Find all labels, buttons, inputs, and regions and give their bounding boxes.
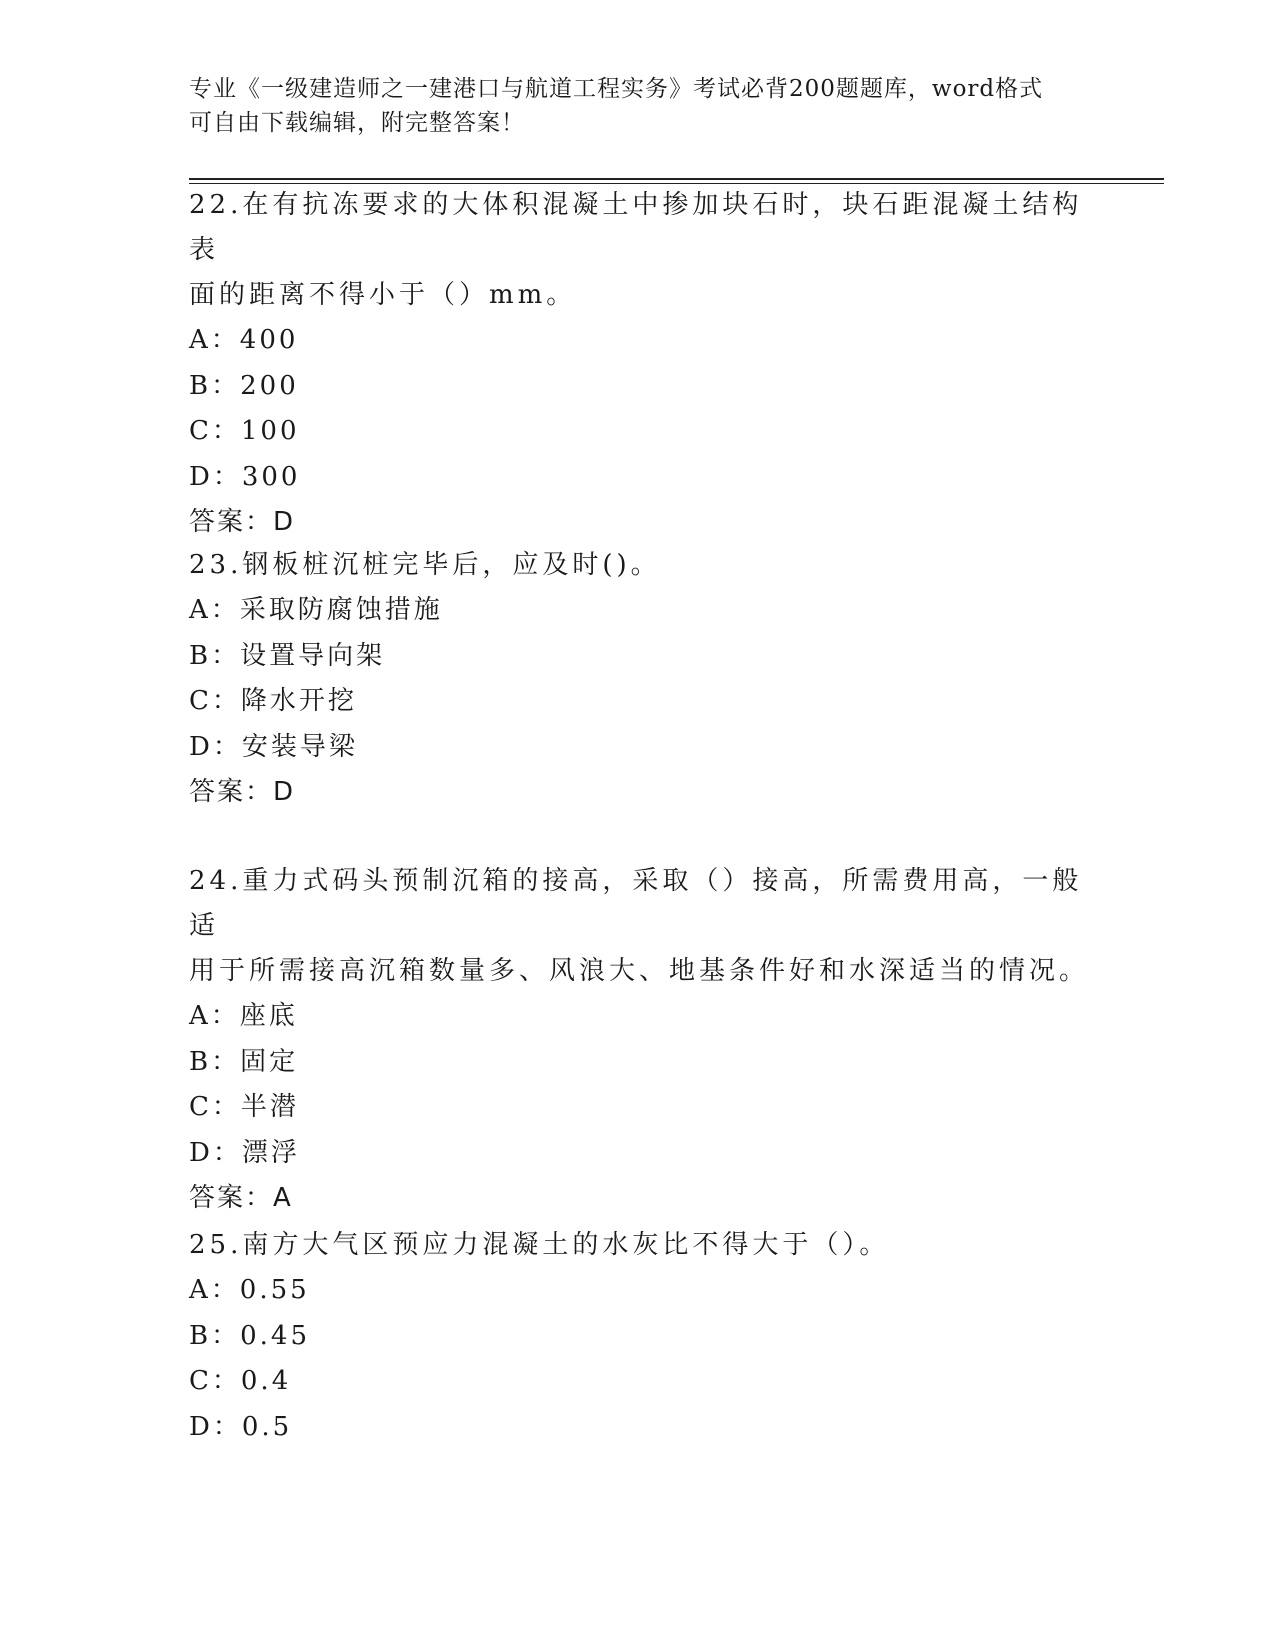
question-stem: 22.在有抗冻要求的大体积混凝土中掺加块石时，块石距混凝土结构表 [189, 190, 1083, 265]
header-line-2: 可自由下载编辑，附完整答案！ [189, 110, 525, 136]
question-22 [189, 183, 1089, 545]
question-stem: 25.南方大气区预应力混凝土的水灰比不得大于（）。 [189, 1230, 890, 1260]
header-rule-thick [189, 178, 1164, 180]
question-stem-continued: 面的距离不得小于（）mm。 [189, 280, 577, 310]
question-stem: 24.重力式码头预制沉箱的接高，采取（）接高，所需费用高，一般适 [189, 866, 1083, 941]
option-c: C：100 [189, 416, 300, 446]
question-24 [189, 859, 1089, 1221]
option-a: A：采取防腐蚀措施 [189, 595, 443, 625]
question-stem-continued: 用于所需接高沉箱数量多、风浪大、地基条件好和水深适当的情况。 [189, 956, 1090, 986]
option-d: D：安装导梁 [189, 731, 358, 762]
option-d: D：300 [189, 461, 301, 492]
option-d: D：0.5 [189, 1411, 293, 1442]
option-a: A：0.55 [189, 1275, 310, 1305]
option-c: C：降水开挖 [189, 686, 357, 716]
option-b: B：200 [189, 370, 299, 401]
option-a: A：400 [189, 325, 299, 355]
option-b: B：0.45 [189, 1320, 310, 1351]
question-23 [189, 543, 1089, 815]
option-b: B：设置导向架 [189, 640, 386, 671]
option-b: B：固定 [189, 1046, 299, 1077]
question-25 [189, 1223, 1089, 1450]
option-d: D：漂浮 [189, 1137, 300, 1168]
answer: 答案：D [189, 777, 296, 807]
question-stem: 23.钢板桩沉桩完毕后，应及时()。 [189, 550, 661, 580]
document-header [189, 72, 1089, 140]
answer: 答案：D [189, 507, 296, 537]
header-line-1: 专业《一级建造师之一建港口与航道工程实务》考试必背200题题库，word格式 [189, 76, 1044, 102]
option-a: A：座底 [189, 1001, 298, 1031]
option-c: C：0.4 [189, 1366, 292, 1396]
answer: 答案：A [189, 1183, 293, 1213]
option-c: C：半潜 [189, 1092, 299, 1122]
